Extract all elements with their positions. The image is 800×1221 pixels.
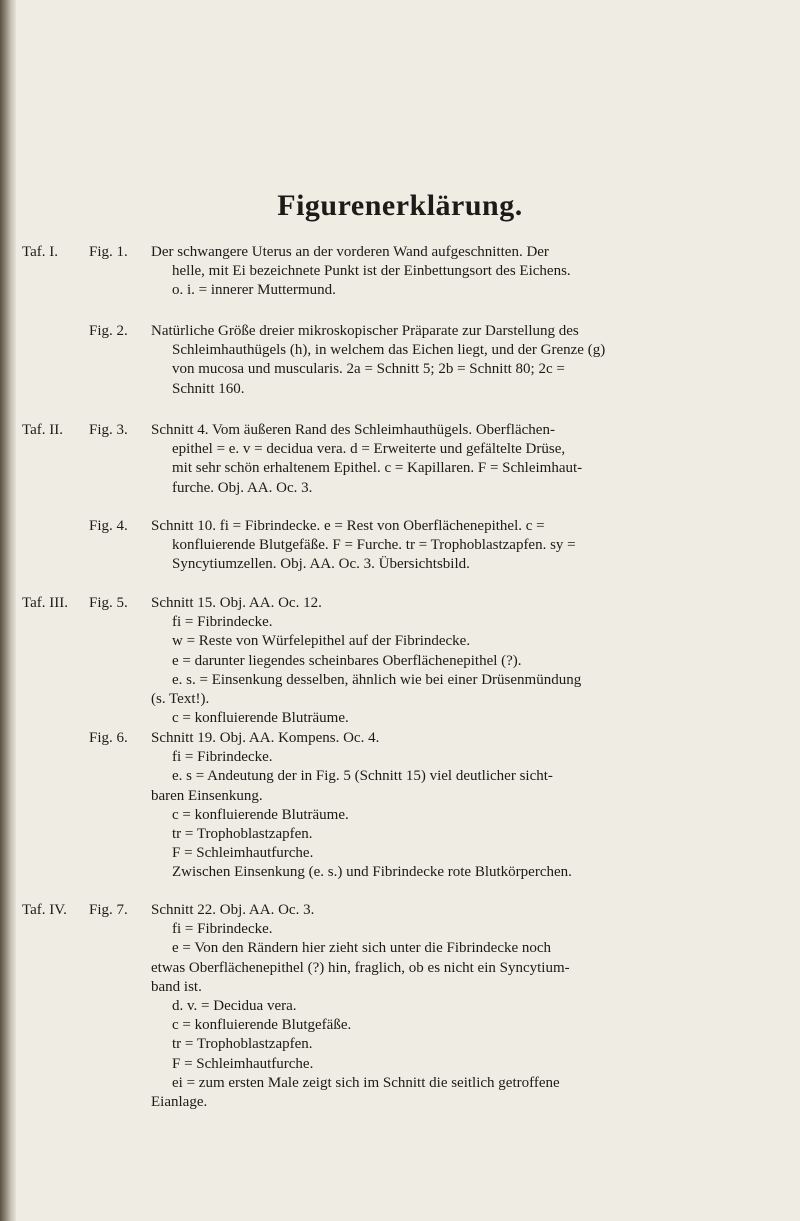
caption-line: Schnitt 19. Obj. AA. Kompens. Oc. 4. <box>151 730 380 746</box>
caption-line: Schnitt 15. Obj. AA. Oc. 12. <box>151 595 322 611</box>
caption-line: c = konfluierende Bluträume. <box>172 710 349 727</box>
caption-line: fi = Fibrindecke. <box>172 921 273 938</box>
figure-entry <box>0 243 800 301</box>
caption-line: Zwischen Einsenkung (e. s.) und Fibrindecke rote Blutkörperchen. <box>172 864 572 881</box>
caption-line: fi = Fibrindecke. <box>172 749 273 766</box>
caption-line: (s. Text!). <box>151 691 210 707</box>
caption-line: baren Einsenkung. <box>151 787 263 804</box>
figure-number: Fig. 5. <box>89 595 128 611</box>
page-title: Figurenerklärung. <box>277 189 523 222</box>
caption-line: konfluierende Blutgefäße. F = Furche. tr = Trophoblastzapfen. sy = <box>172 537 576 554</box>
plate-label: Taf. I. <box>22 244 59 260</box>
caption-line: fi = Fibrindecke. <box>172 614 273 631</box>
caption-line: helle, mit Ei bezeichnete Punkt ist der Einbettungsort des Eichens. <box>172 263 571 280</box>
caption-line: F = Schleimhautfurche. <box>172 845 314 862</box>
figure-number: Fig. 1. <box>89 244 128 260</box>
caption-line: e. s. = Einsenkung desselben, ähnlich wie bei einer Drüsenmündung <box>172 671 582 688</box>
caption-line: von mucosa und muscularis. 2a = Schnitt 5; 2b = Schnitt 80; 2c = <box>172 361 565 378</box>
caption-line: e. s = Andeutung der in Fig. 5 (Schnitt 15) viel deutlicher sicht- <box>172 768 553 785</box>
caption-line: Der schwangere Uterus an der vorderen Wand aufgeschnitten. Der <box>151 244 549 260</box>
caption-line: tr = Trophoblastzapfen. <box>172 826 313 842</box>
figure-entry <box>0 517 800 575</box>
caption-line: Syncytiumzellen. Obj. AA. Oc. 3. Übersichtsbild. <box>172 556 470 573</box>
caption-line: furche. Obj. AA. Oc. 3. <box>172 479 313 496</box>
caption-line: e = darunter liegendes scheinbares Oberflächenepithel (?). <box>172 652 522 669</box>
caption-line: band ist. <box>151 978 202 995</box>
plate-label: Taf. II. <box>22 422 64 438</box>
caption-line: Schnitt 10. fi = Fibrindecke. e = Rest von Oberflächenepithel. c = <box>151 518 545 534</box>
caption-line: w = Reste von Würfelepithel auf der Fibrindecke. <box>172 633 471 650</box>
figure-number: Fig. 3. <box>89 422 128 438</box>
figure-entry <box>0 322 800 399</box>
caption-line: o. i. = innerer Muttermund. <box>172 282 336 299</box>
caption-line: Schnitt 22. Obj. AA. Oc. 3. <box>151 902 315 918</box>
caption-line: Schnitt 160. <box>172 380 245 397</box>
caption-line: ei = zum ersten Male zeigt sich im Schnitt die seitlich getroffene <box>172 1074 560 1091</box>
figure-number: Fig. 4. <box>89 518 128 534</box>
caption-line: epithel = e. v = decidua vera. d = Erweiterte und gefältelte Drüse, <box>172 441 566 458</box>
figure-entry <box>0 901 800 1112</box>
caption-line: e = Von den Rändern hier zieht sich unter die Fibrindecke noch <box>172 940 552 957</box>
plate-label: Taf. III. <box>22 595 69 611</box>
caption-line: Eianlage. <box>151 1094 208 1110</box>
figure-entry <box>0 729 800 883</box>
caption-line: Schleimhauthügels (h), in welchem das Eichen liegt, und der Grenze (g) <box>172 342 606 359</box>
caption-line: c = konfluierende Blutgefäße. <box>172 1017 352 1034</box>
caption-line: F = Schleimhautfurche. <box>172 1055 314 1072</box>
caption-line: d. v. = Decidua vera. <box>172 998 297 1014</box>
caption-line: etwas Oberflächenepithel (?) hin, fraglich, ob es nicht ein Syncytium- <box>151 959 570 976</box>
caption-line: c = konfluierende Bluträume. <box>172 806 349 823</box>
caption-line: mit sehr schön erhaltenem Epithel. c = Kapillaren. F = Schleimhaut- <box>172 460 583 477</box>
figure-entry <box>0 421 800 498</box>
caption-line: Schnitt 4. Vom äußeren Rand des Schleimhauthügels. Oberflächen- <box>151 422 555 438</box>
caption-line: Natürliche Größe dreier mikroskopischer Präparate zur Darstellung des <box>151 323 579 339</box>
figure-entry <box>0 594 800 728</box>
figure-number: Fig. 7. <box>89 902 128 918</box>
caption-line: tr = Trophoblastzapfen. <box>172 1036 313 1053</box>
figure-number: Fig. 2. <box>89 323 128 339</box>
plate-label: Taf. IV. <box>22 902 67 918</box>
figure-number: Fig. 6. <box>89 730 128 746</box>
